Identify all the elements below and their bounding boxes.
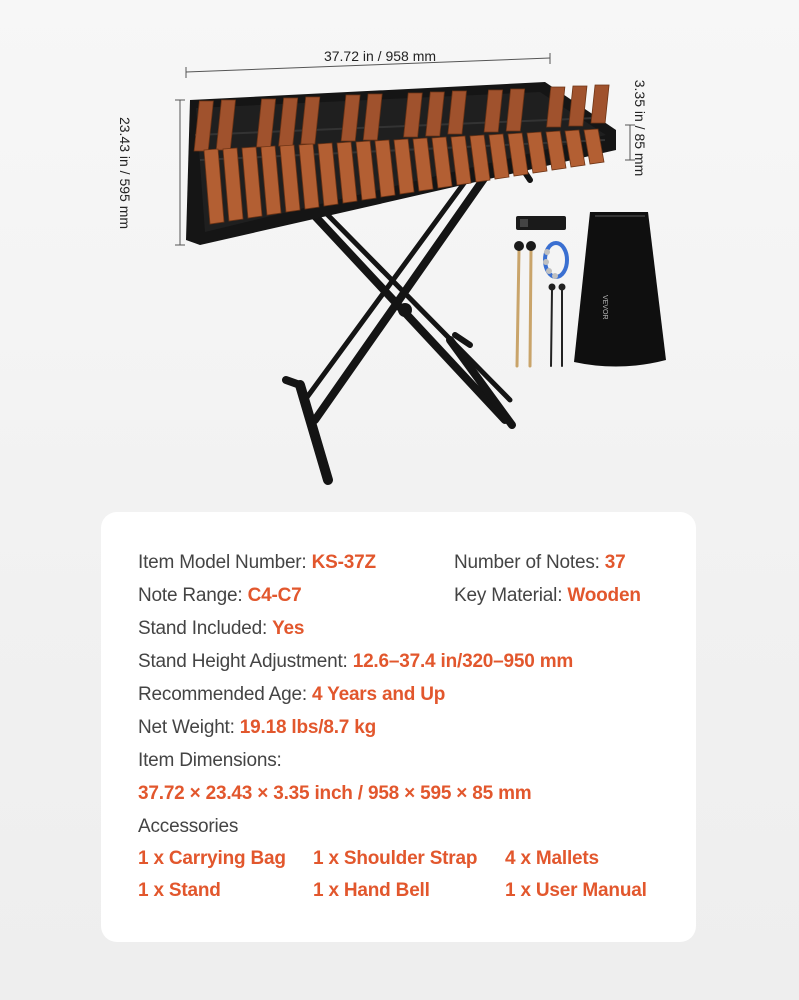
spec-model-value: KS-37Z — [311, 552, 376, 573]
hand-bell-accessory — [543, 243, 567, 279]
spec-age-label: Recommended Age: — [138, 684, 313, 705]
spec-stand-height-value: 12.6–37.4 in/320–950 mm — [352, 651, 574, 672]
spec-material — [454, 585, 641, 607]
spec-model — [138, 552, 376, 574]
spec-age — [138, 684, 445, 706]
accessory-item: 1 x Shoulder Strap — [313, 848, 478, 869]
spec-dimensions-row — [138, 783, 531, 805]
accessory-item: 1 x Hand Bell — [313, 880, 430, 901]
spec-age-value: 4 Years and Up — [312, 684, 446, 705]
bag-brand-label: VEVOR — [601, 295, 608, 320]
spec-range-value: C4-C7 — [247, 585, 302, 606]
spec-notes-label: Number of Notes: — [454, 552, 605, 573]
accessory-item: 4 x Mallets — [505, 848, 599, 869]
spec-stand-height-label: Stand Height Adjustment: — [138, 651, 353, 672]
spec-notes — [454, 552, 626, 574]
spec-range — [138, 585, 301, 607]
spec-stand-value: Yes — [272, 618, 305, 639]
spec-weight-label: Net Weight: — [138, 717, 240, 738]
spec-weight-value: 19.18 lbs/8.7 kg — [239, 717, 377, 738]
spec-material-label: Key Material: — [454, 585, 568, 606]
height-dimension-line — [175, 100, 185, 245]
spec-weight — [138, 717, 376, 739]
spec-stand-height — [138, 651, 573, 673]
depth-dimension-label: 3.35 in / 85 mm — [632, 79, 648, 177]
accessories-heading: Accessories — [138, 816, 239, 837]
accessory-item: 1 x Carrying Bag — [138, 848, 286, 869]
height-dimension-label: 23.43 in / 595 mm — [117, 116, 133, 230]
carrying-bag-accessory — [574, 212, 666, 367]
spec-notes-value: 37 — [604, 552, 626, 573]
spec-dimensions-value: 37.72 × 23.43 × 3.35 inch / 958 × 595 × 85 mm — [138, 783, 532, 804]
accessory-item: 1 x Stand — [138, 880, 221, 901]
spec-material-value: Wooden — [567, 585, 641, 606]
spec-dimensions-label: Item Dimensions: — [138, 750, 282, 771]
mallets-accessory — [514, 241, 566, 366]
shoulder-strap-accessory — [516, 216, 566, 230]
spec-stand — [138, 618, 304, 640]
width-dimension-label: 37.72 in / 958 mm — [323, 48, 437, 64]
spec-card — [101, 512, 696, 942]
spec-model-label: Item Model Number: — [138, 552, 312, 573]
accessory-item: 1 x User Manual — [505, 880, 647, 901]
spec-range-label: Note Range: — [138, 585, 248, 606]
spec-stand-label: Stand Included: — [138, 618, 273, 639]
